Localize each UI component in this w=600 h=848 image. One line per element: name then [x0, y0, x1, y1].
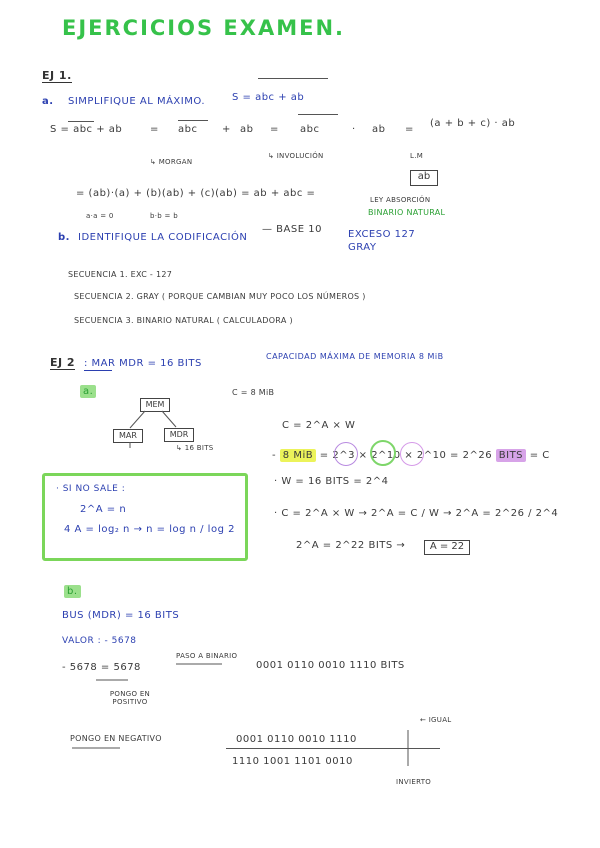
binary-row-1: 0001 0110 0010 1110 [236, 734, 357, 745]
note-aa: a·a = 0 [86, 212, 114, 220]
ej1-line3: = (ab)·(a) + (b)(ab) + (c)(ab) = ab + abc = [76, 188, 316, 199]
conversion-note: PASO A BINARIO [176, 652, 238, 660]
ej1-b-prompt: IDENTIFIQUE LA CODIFICACIÓN [78, 232, 248, 243]
ej1-line2-term: (a + b + c) · ab [430, 118, 516, 129]
note-absorcion: LEY ABSORCIÓN [370, 196, 431, 204]
conversion-bits: 0001 0110 0010 1110 BITS [256, 660, 405, 671]
formula-line-4: · C = 2^A × W → 2^A = C / W → 2^A = 2^26 / 2^4 [274, 508, 559, 519]
binary-divider [226, 748, 440, 749]
note-morgan: ↳ MORGAN [150, 158, 193, 166]
ej1-heading: EJ 1. [42, 69, 72, 82]
bus-line: BUS (MDR) = 16 BITS [62, 610, 180, 621]
ej1-line2-term: abc [300, 124, 320, 135]
note-bb: b·b = b [150, 212, 178, 220]
note-involucion: ↳ INVOLUCIÓN [268, 152, 324, 160]
circle-highlight [370, 440, 396, 466]
ej1-line2-dot: · [352, 124, 356, 135]
green-box-line-2: 4 A = log₂ n → n = log n / log 2 [64, 524, 235, 535]
mdr-bits-note: ↳ 16 BITS [176, 444, 214, 452]
green-box-line-1: 2^A = n [80, 504, 127, 515]
ej2-b-label: b. [64, 586, 81, 597]
ej2-heading: EJ 2 [50, 356, 76, 369]
ej1-b-options: EXCESO 127 GRAY [348, 229, 416, 253]
pongo-positivo-note: PONGO EN POSITIVO [109, 690, 151, 706]
sequence-3: SECUENCIA 3. BINARIO NATURAL ( CALCULADORA ) [74, 316, 293, 325]
mdr-box: MDR [164, 428, 194, 442]
binary-row-2: 1110 1001 1101 0010 [232, 756, 353, 767]
formula-line-2: - 8 MiB = 2^3 × 2^10 × 2^10 = 2^26 BITS = C [272, 450, 550, 461]
note-lm: L.M [410, 152, 424, 160]
circle-highlight [334, 442, 358, 466]
ej1-line2-term: abc [178, 124, 198, 135]
answer-box: A = 22 [424, 540, 470, 555]
ej2-capacity: CAPACIDAD MÁXIMA DE MEMORIA 8 MiB [266, 352, 444, 361]
page-title: EJERCICIOS EXAMEN. [62, 16, 345, 40]
circle-highlight [400, 442, 424, 466]
ej1-line2-term: ab [372, 124, 386, 135]
ej2-given: : MAR MDR = 16 BITS [84, 358, 202, 369]
ej1-b-label: b. [58, 232, 70, 243]
mar-box: MAR [113, 429, 143, 443]
ej2-a-label: a. [80, 386, 96, 397]
ej1-a-expr: S = abc + ab [232, 92, 305, 103]
mem-box: MEM [140, 398, 170, 412]
ej1-line2-term: ab [240, 124, 254, 135]
ej1-a-prompt: SIMPLIFIQUE AL MÁXIMO. [68, 96, 205, 107]
pongo-negativo-note: PONGO EN NEGATIVO [70, 734, 162, 743]
result-box: ab [410, 170, 438, 186]
formula-capacity: C = 2^A × W [282, 420, 356, 431]
ej1-line2-lhs: S = abc + ab [50, 124, 123, 135]
formula-line-5: 2^A = 2^22 BITS → [296, 540, 406, 551]
c-value-label: C = 8 MiB [232, 388, 275, 397]
green-box-title: · SI NO SALE : [56, 484, 126, 494]
binario-natural-note: BINARIO NATURAL [368, 208, 446, 217]
ej1-line2-eq: = [270, 124, 279, 135]
sequence-2: SECUENCIA 2. GRAY ( PORQUE CAMBIAN MUY POCO LOS NÚMEROS ) [74, 292, 366, 301]
formula-line-3: · W = 16 BITS = 2^4 [274, 476, 389, 487]
ej1-line2-eq: = [405, 124, 414, 135]
sequence-1: SECUENCIA 1. EXC - 127 [68, 270, 173, 279]
valor-line: VALOR : - 5678 [62, 636, 137, 646]
ej1-line2-plus: + [222, 124, 231, 135]
ej1-line2-eq: = [150, 124, 159, 135]
conversion-left: - 5678 = 5678 [62, 662, 141, 673]
igual-note: ← IGUAL [420, 716, 452, 724]
invierto-note: INVIERTO [396, 778, 432, 786]
ej1-b-base: — BASE 10 [262, 224, 322, 235]
ej1-a-label: a. [42, 96, 54, 107]
